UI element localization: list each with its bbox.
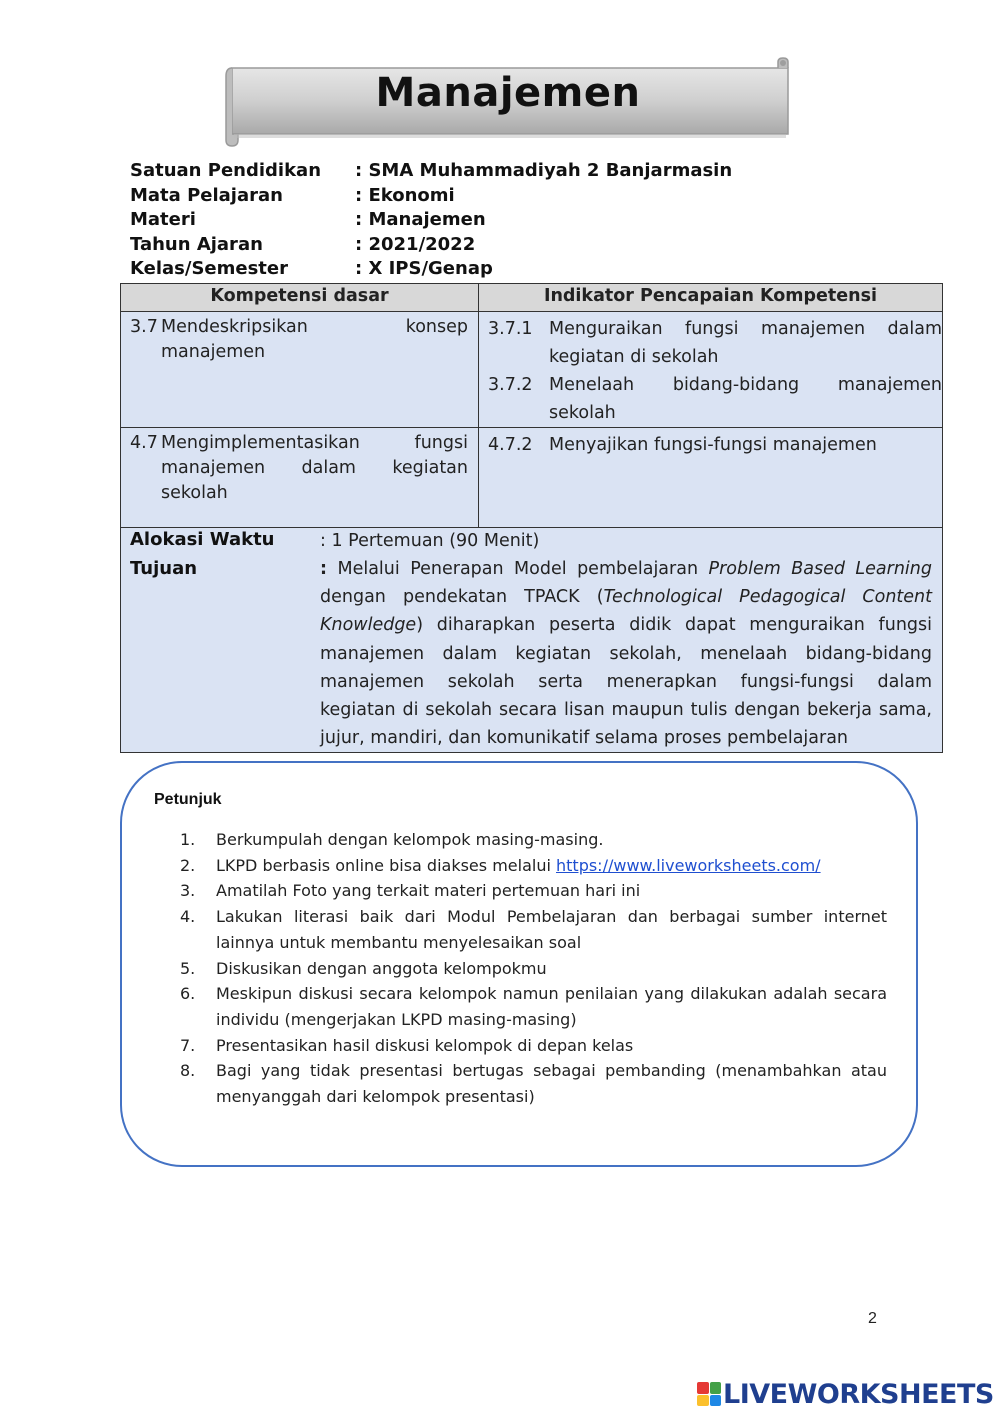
list-item bbox=[180, 827, 887, 853]
tujuan-colon: : bbox=[320, 559, 327, 579]
indicator-cell bbox=[479, 312, 943, 428]
logo-square bbox=[697, 1395, 709, 1407]
instructions-title: Petunjuk bbox=[154, 791, 222, 808]
tujuan-label: Tujuan bbox=[130, 558, 198, 579]
tujuan-segment-italic: Problem Based Learning bbox=[708, 559, 932, 579]
indicator-number: 3.7.1 bbox=[488, 319, 533, 339]
info-row-mapel bbox=[130, 185, 732, 210]
list-item bbox=[180, 1033, 887, 1059]
tujuan-line: kegiatan di sekolah secara lisan maupun tulis dengan bekerja sama, bbox=[320, 700, 932, 721]
indicator-number: 3.7.2 bbox=[488, 375, 533, 395]
tujuan-segment-italic: Knowledge bbox=[320, 615, 417, 636]
logo-square bbox=[697, 1382, 709, 1394]
objective-box bbox=[120, 527, 943, 753]
indicator-text: Menguraikan fungsi manajemen dalam kegiatan di sekolah bbox=[549, 319, 942, 367]
tujuan-line bbox=[320, 555, 932, 583]
liveworksheets-link[interactable]: https://www.liveworksheets.com/ bbox=[556, 855, 821, 875]
tujuan-line bbox=[320, 583, 932, 611]
kd-number: 4.7 bbox=[130, 433, 158, 453]
table-header: Kompetensi dasar bbox=[121, 284, 479, 312]
tujuan-line: jujur, mandiri, dan komunikatif selama proses pembelajaran bbox=[320, 728, 849, 749]
tujuan-segment: ) diharapkan peserta didik dapat menguraikan fungsi bbox=[416, 615, 932, 636]
info-label: Mata Pelajaran bbox=[130, 184, 283, 206]
item-number: 8. bbox=[180, 1061, 196, 1081]
alokasi-label: Alokasi Waktu bbox=[130, 529, 275, 550]
kd-cell bbox=[121, 428, 479, 529]
item-text bbox=[216, 853, 887, 879]
item-text: Lakukan literasi baik dari Modul Pembelajaran dan berbagai sumber internet lainnya untuk membantu menyelesaikan soal bbox=[216, 907, 887, 952]
list-item bbox=[180, 878, 887, 904]
list-item bbox=[180, 1058, 887, 1109]
logo-text: LIVEWORKSHEETS bbox=[723, 1378, 994, 1410]
item-number: 2. bbox=[180, 855, 196, 875]
tujuan-line: manajemen sekolah serta menerapkan fungsi-fungsi dalam bbox=[320, 671, 932, 692]
table-row bbox=[121, 428, 943, 529]
tujuan-line bbox=[320, 611, 932, 639]
info-label: Satuan Pendidikan bbox=[130, 160, 322, 181]
table-row bbox=[121, 312, 943, 428]
item-text: Bagi yang tidak presentasi bertugas sebagai pembanding (menambahkan atau menyanggah dari kelompok presentasi) bbox=[216, 1061, 887, 1107]
competency-table bbox=[120, 283, 943, 529]
info-label: Tahun Ajaran bbox=[130, 233, 263, 255]
item-text: Amatilah Foto yang terkait materi pertemuan hari ini bbox=[216, 881, 641, 901]
info-label: Materi bbox=[130, 209, 196, 230]
indicator-text: Menyajikan fungsi-fungsi manajemen bbox=[549, 435, 877, 455]
logo-square bbox=[710, 1382, 722, 1394]
info-row-satuan bbox=[130, 160, 732, 185]
info-value: : Manajemen bbox=[355, 209, 486, 230]
tujuan-segment: Melalui Penerapan Model pembelajaran bbox=[327, 559, 709, 579]
kd-text: Mendeskripsikan konsep manajemen bbox=[161, 317, 468, 362]
page-number: 2 bbox=[868, 1310, 877, 1327]
list-item bbox=[180, 853, 887, 879]
tujuan-text bbox=[320, 555, 932, 752]
kd-text: Mengimplementasikan fungsi manajemen dalam kegiatan sekolah bbox=[161, 433, 468, 503]
item-text-part: LKPD berbasis online bisa diakses melalui bbox=[216, 855, 556, 875]
info-label: Kelas/Semester bbox=[130, 258, 288, 279]
title-banner bbox=[222, 56, 794, 148]
info-value: : Ekonomi bbox=[355, 184, 455, 206]
tujuan-segment-italic: Technological Pedagogical Content bbox=[603, 587, 932, 608]
list-item bbox=[180, 904, 887, 955]
item-number: 7. bbox=[180, 1035, 196, 1055]
identity-info bbox=[130, 160, 732, 283]
indicator-cell bbox=[479, 428, 943, 529]
table-header: Indikator Pencapaian Kompetensi bbox=[479, 284, 943, 312]
kd-cell bbox=[121, 312, 479, 428]
liveworksheets-logo-icon bbox=[697, 1382, 721, 1406]
alokasi-value: : 1 Pertemuan (90 Menit) bbox=[320, 531, 540, 551]
tujuan-line: manajemen dalam kegiatan sekolah, menelaah bidang-bidang bbox=[320, 643, 932, 664]
item-text: Presentasikan hasil diskusi kelompok di depan kelas bbox=[216, 1035, 634, 1055]
logo-square bbox=[710, 1395, 722, 1407]
info-row-tahun bbox=[130, 234, 732, 259]
item-text: Diskusikan dengan anggota kelompokmu bbox=[216, 958, 547, 978]
info-row-kelas bbox=[130, 258, 732, 283]
item-text: Meskipun diskusi secara kelompok namun penilaian yang dilakukan adalah secara individu (mengerjakan LKPD masing-masing) bbox=[216, 984, 887, 1029]
item-number: 4. bbox=[180, 907, 196, 927]
instructions-box bbox=[120, 761, 918, 1167]
indicator-text: Menelaah bidang-bidang manajemen sekolah bbox=[549, 375, 942, 423]
list-item bbox=[180, 981, 887, 1032]
instructions-list bbox=[180, 827, 887, 1110]
table-header-row bbox=[121, 284, 943, 312]
tujuan-segment: dengan pendekatan TPACK ( bbox=[320, 587, 604, 608]
info-value: : X IPS/Genap bbox=[355, 258, 493, 279]
item-number: 6. bbox=[180, 984, 196, 1004]
item-number: 5. bbox=[180, 958, 196, 978]
info-value: : SMA Muhammadiyah 2 Banjarmasin bbox=[355, 160, 733, 181]
item-number: 3. bbox=[180, 881, 196, 901]
indicator-number: 4.7.2 bbox=[488, 435, 533, 455]
item-number: 1. bbox=[180, 830, 196, 849]
banner-title: Manajemen bbox=[375, 70, 641, 116]
item-text: Berkumpulah dengan kelompok masing-masing. bbox=[216, 830, 604, 849]
list-item bbox=[180, 956, 887, 982]
info-row-materi bbox=[130, 209, 732, 234]
kd-number: 3.7 bbox=[130, 317, 158, 337]
liveworksheets-logo[interactable] bbox=[697, 1378, 994, 1410]
info-value: : 2021/2022 bbox=[355, 233, 476, 255]
